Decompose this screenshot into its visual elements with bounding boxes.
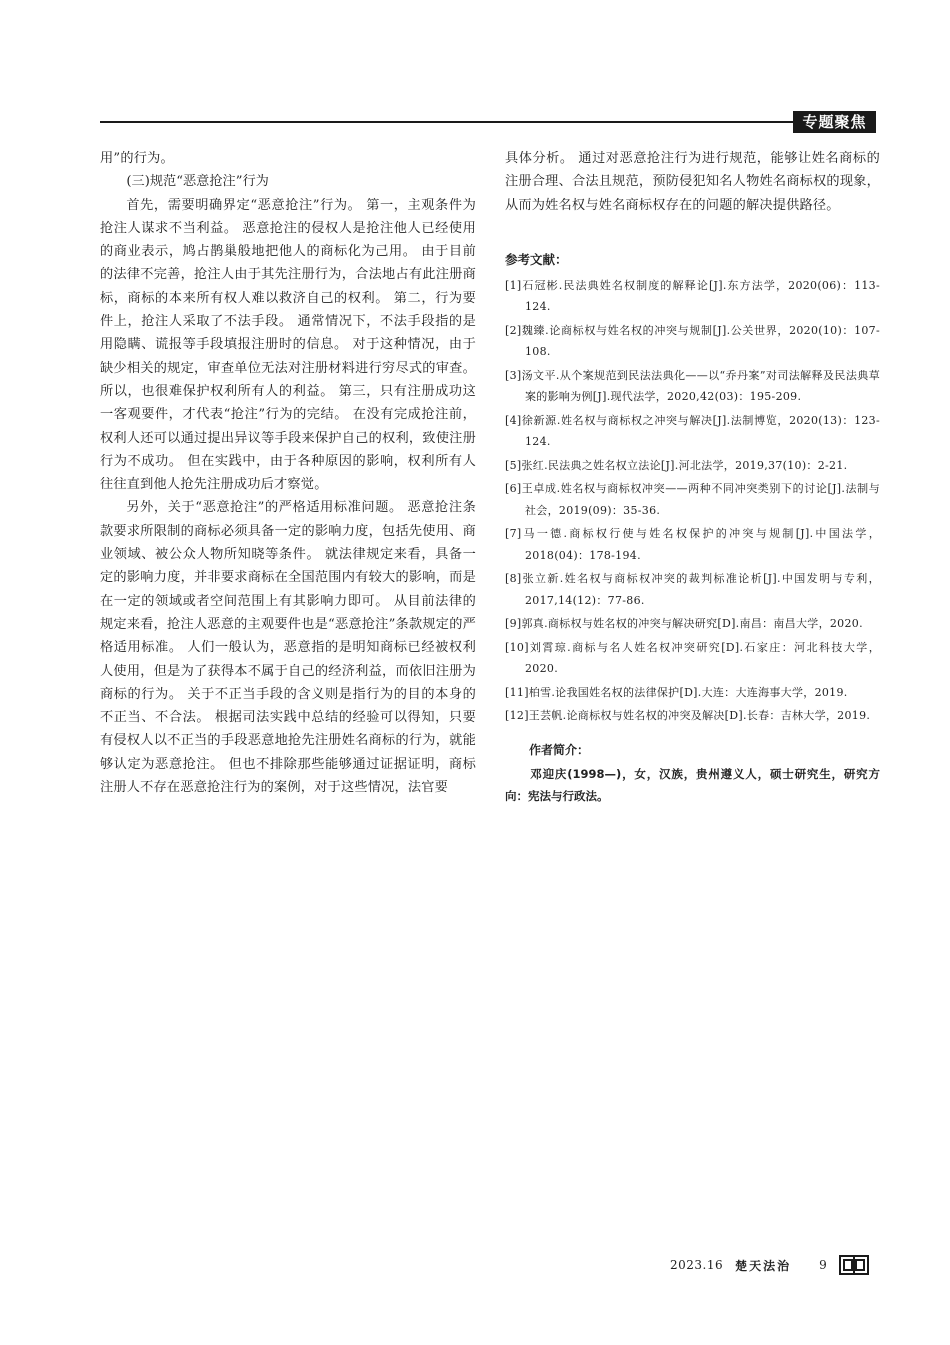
- reference-item: [3]汤文平.从个案规范到民法法典化——以“乔丹案”对司法解释及民法典草案的影响为例[J].现代法学，2020,42(03)：195-209.: [505, 368, 880, 404]
- section-subheading: (三)规范“恶意抢注”行为: [126, 174, 269, 190]
- references-list: [505, 275, 880, 727]
- reference-item: [12]王芸帆.论商标权与姓名权的冲突及解决[D].长春：吉林大学，2019.: [505, 709, 871, 723]
- left-column: [100, 147, 476, 799]
- section-tag: 专题聚焦: [793, 111, 876, 133]
- left-paragraph-2: 另外，关于“恶意抢注”的严格适用标准问题。 恶意抢注条款要求所限制的商标必须具备一定的影响力度，包括先使用、商业领域、被公众人物所知晓等条件。 就法律规定来看，具备一定的影响力度，并非要求商标在全国范围内有较大的影响，而是在一定的领域或者空间范围上有其影响力即可。 从目前法律的规定来看，抢注人恶意的主观要件也是“恶意抢注”条款规定的严格适用标准。 人们一般认为，恶意指的是明知商标已经被权利人使用，但是为了获得本不属于自己的经济利益，而依旧注册为商标的行为。 关于不正当手段的含义则是指行为的目的本身的不正当、不合法。 根据司法实践中总结的经验可以得知，只要有侵权人以不正当的手段恶意地抢先注册姓名商标的行为，就能够认定为恶意抢注。 但也不排除那些能够通过证据证明，商标注册人不存在恶意抢注行为的案例，对于这些情况，法官要: [100, 500, 476, 796]
- journal-logo-icon: [839, 1255, 869, 1275]
- reference-item: [10]刘霄琼.商标与名人姓名权冲突研究[D].石家庄：河北科技大学，2020.: [505, 640, 880, 676]
- issue-date: 2023.16: [670, 1258, 724, 1272]
- reference-item: [6]王卓成.姓名权与商标权冲突——两种不同冲突类别下的讨论[J].法制与社会，2019(09)：35-36.: [505, 482, 880, 517]
- left-paragraph-0: 用”的行为。: [100, 151, 174, 166]
- page-number: 9: [819, 1258, 827, 1272]
- author-title: 作者简介：: [529, 742, 590, 757]
- reference-item: [2]魏臻.论商标权与姓名权的冲突与规制[J].公关世界，2020(10)：107-108.: [505, 323, 880, 359]
- right-column: [505, 147, 880, 807]
- author-bio: 邓迎庆(1998—)，女，汉族，贵州遵义人，硕士研究生，研究方向：宪法与行政法。: [505, 766, 880, 803]
- reference-item: [7]马一德.商标权行使与姓名权保护的冲突与规制[J].中国法学，2018(04)：178-194.: [505, 527, 880, 562]
- right-paragraph-0: 具体分析。 通过对恶意抢注行为进行规范，能够让姓名商标的注册合理、合法且规范，预防侵犯知名人物姓名商标权的现象，从而为姓名权与姓名商标权存在的问题的解决提供路径。: [505, 151, 880, 213]
- reference-item: [8]张立新.姓名权与商标权冲突的裁判标准论析[J].中国发明与专利，2017,14(12)：77-86.: [505, 572, 880, 607]
- reference-item: [4]徐新源.姓名权与商标权之冲突与解决[J].法制博览，2020(13)：123-124.: [505, 413, 880, 449]
- left-paragraph-1: 首先，需要明确界定“恶意抢注”行为。 第一，主观条件为抢注人谋求不当利益。 恶意抢注的侵权人是抢注他人已经使用的商业表示，鸠占鹊巢般地把他人的商标化为己用。 由于目前的法律不完善，抢注人由于其先注册行为，合法地占有此注册商标，商标的本来所有权人难以救济自己的权利。 第二，行为要件上，抢注人采取了不法手段。 通常情况下，不法手段指的是用隐瞒、谎报等手段填报注册时的信息。 对于这种情况，由于缺少相关的规定，审查单位无法对注册材料进行穷尽式的审查。 所以，也很难保护权利所有人的利益。 第三，只有注册成功这一客观要件，才代表“抢注”行为的完结。 在没有完成抢注前，权利人还可以通过提出异议等手段来保护自己的权利，致使注册行为不成功。 但在实践中，由于各种原因的影响，权利所有人往往直到他人抢先注册成功后才察觉。: [100, 197, 476, 493]
- page-footer: [670, 1254, 869, 1276]
- reference-item: [1]石冠彬.民法典姓名权制度的解释论[J].东方法学，2020(06)：113-124.: [505, 278, 880, 314]
- reference-item: [9]郭真.商标权与姓名权的冲突与解决研究[D].南昌：南昌大学，2020.: [505, 617, 863, 631]
- references-title: 参考文献：: [505, 251, 568, 267]
- reference-item: [11]柏雪.论我国姓名权的法律保护[D].大连：大连海事大学，2019.: [505, 685, 848, 699]
- reference-item: [5]张红.民法典之姓名权立法论[J].河北法学，2019,37(10)：2-21.: [505, 458, 848, 472]
- header-rule: [100, 121, 793, 123]
- journal-name: 楚天法治: [735, 1258, 792, 1273]
